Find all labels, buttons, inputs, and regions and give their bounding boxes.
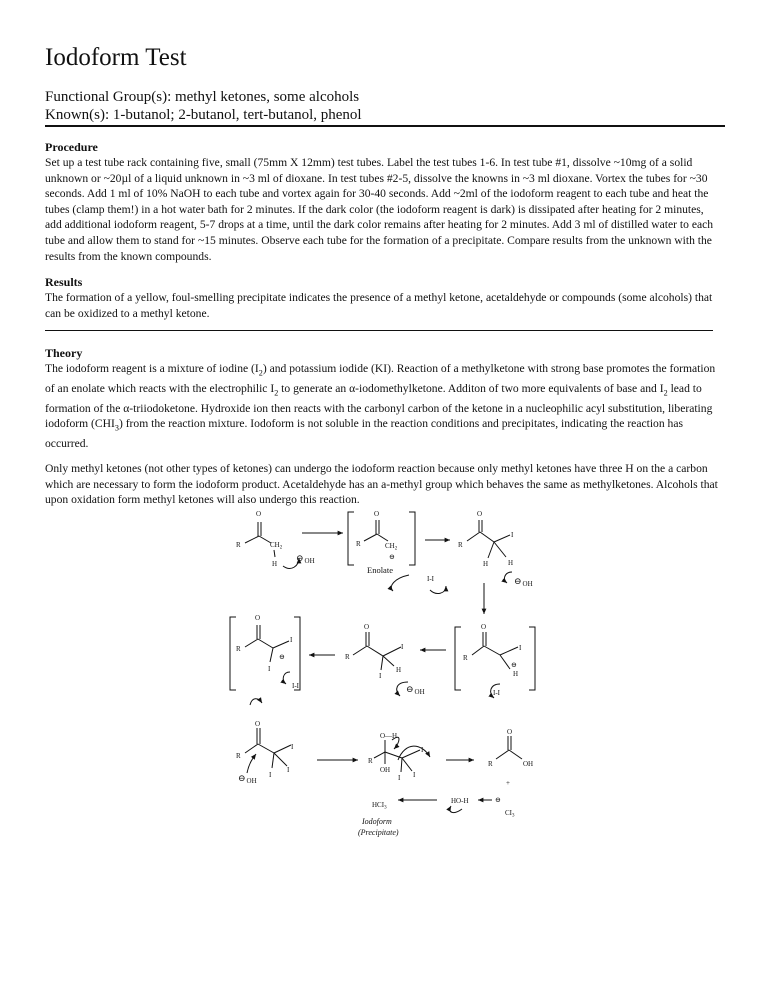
svg-text:O—H: O—H xyxy=(380,732,398,740)
svg-text:O: O xyxy=(481,623,487,631)
svg-text:I: I xyxy=(290,636,293,644)
procedure-heading: Procedure xyxy=(45,140,98,154)
svg-text:H: H xyxy=(513,670,519,678)
results-section xyxy=(45,275,723,321)
theory-heading: Theory xyxy=(45,346,83,360)
svg-text:HCI3: $HCI_3$ xyxy=(372,801,387,811)
svg-text:H: H xyxy=(483,560,489,568)
svg-text:O: O xyxy=(255,614,261,622)
svg-text:I: I xyxy=(519,644,522,652)
theory-paragraph-2: Only methyl ketones (not other types of ketones) can undergo the iodoform reaction because only methyl ketones have three H on the a carbon which are necessary to form the iodoform product. Acetaldehyde has an a-methyl group which behaves the same as methylketones. Alcohols that upon oxidation form methyl ketones will also undergo this reaction. xyxy=(45,461,718,507)
svg-text:I: I xyxy=(379,672,382,680)
svg-text:Iodoform: Iodoform xyxy=(362,817,392,826)
svg-text:HO-H: HO-H xyxy=(451,797,469,805)
page-title: Iodoform Test xyxy=(45,44,187,71)
svg-text:⊖: ⊖ xyxy=(389,553,395,561)
svg-text:OH: OH xyxy=(523,760,534,768)
svg-text:CI3: $CI_3$ xyxy=(505,809,515,819)
svg-text:I: I xyxy=(269,771,272,779)
theory-paragraph-1: The iodoform reagent is a mixture of iodine $(I_2)$ and potassium iodide (KI). Reaction of a methylketone with strong base promotes the formation of an enolate which reacts with the electrophilic $I_2$ to generate an α-iodomethylketone. Additon of two more equivalents of base and $I_2$ lead to formation of the α-triiodoketone. Hydroxide ion then reacts with the carbonyl carbon of the ketone in a nucleophilic acyl substitution, liberating iodoform $(CHI_3)$ from the reaction mixture. Iodoform is not soluble in the reaction conditions and precipitates, indicating the reaction has occurred. xyxy=(45,362,716,451)
header-meta xyxy=(45,88,362,124)
svg-text:I: I xyxy=(421,746,424,754)
svg-text:R: R xyxy=(356,540,361,548)
svg-text:R: R xyxy=(368,757,373,765)
svg-text:R: R xyxy=(236,752,241,760)
svg-text:⊖OH: ⊖OH xyxy=(238,773,257,785)
svg-text:⊖OH: ⊖OH xyxy=(296,553,315,565)
svg-text:R: R xyxy=(345,653,350,661)
svg-text:I: I xyxy=(398,774,401,782)
svg-text:O: O xyxy=(256,510,262,518)
svg-text:H: H xyxy=(508,559,514,567)
svg-text:CH2: $CH_2$ xyxy=(385,542,398,552)
svg-text:H: H xyxy=(272,560,278,568)
svg-text:⊖: ⊖ xyxy=(279,653,285,661)
svg-text:+: + xyxy=(506,779,510,787)
procedure-text: Set up a test tube rack containing five, small (75mm X 12mm) test tubes. Label the test tubes 1-6. In test tube #1, dissolve ~10mg of a solid unknown or ~20µl of a liquid unknown in ~3 ml of dioxane. In test tubes #2-5, dissolve the knowns in ~3 ml dioxane. Vortex the tubes for ~30 seconds. Add 1 ml of 10% NaOH to each tube and vortex again for 30-40 seconds. Add ~2ml of the iodoform reagent to each tube and heat the tubes (clamp them!) in a hot water bath for 2 minutes. If the dark color (the iodoform reagent is dark) is dissipated after heating for 2 minutes, add additional iodoform reagent, 5-7 drops at a time, until the dark color remains after heating for 2 minutes. Add 3 ml of distilled water to each tube and allow them to stand for ~15 minutes. Observe each tube for the formation of a precipitate. Compare results from the unknown with the results from the known compounds. xyxy=(45,156,714,263)
section-divider xyxy=(45,330,713,331)
svg-text:⊖OH: ⊖OH xyxy=(514,576,533,588)
results-text: The formation of a yellow, foul-smelling precipitate indicates the presence of a methyl ketone, acetaldehyde or compounds (some alcohols) that can be oxidized to a methyl ketone. xyxy=(45,291,713,320)
svg-text:I: I xyxy=(401,643,404,651)
svg-text:O: O xyxy=(374,510,380,518)
functional-group-line: Functional Group(s): methyl ketones, some alcohols xyxy=(45,89,360,105)
svg-text:R: R xyxy=(463,654,468,662)
svg-text:(Precipitate): (Precipitate) xyxy=(358,828,399,837)
svg-text:Enolate: Enolate xyxy=(367,565,393,575)
svg-text:⊖OH: ⊖OH xyxy=(406,684,425,696)
svg-text:⊖: ⊖ xyxy=(495,796,501,804)
svg-text:I: I xyxy=(511,531,514,539)
svg-text:OH: OH xyxy=(380,766,391,774)
svg-text:I-I: I-I xyxy=(493,689,500,697)
svg-text:R: R xyxy=(488,760,493,768)
svg-text:H: H xyxy=(396,666,402,674)
svg-text:O: O xyxy=(507,728,513,736)
svg-text:R: R xyxy=(236,541,241,549)
theory-section xyxy=(45,346,723,508)
svg-text:O: O xyxy=(477,510,483,518)
svg-text:I-I: I-I xyxy=(292,682,299,690)
svg-text:I: I xyxy=(287,766,290,774)
reaction-mechanism-diagram xyxy=(225,500,570,845)
header-divider xyxy=(45,125,725,127)
svg-text:CH2: $CH_2$ xyxy=(270,541,283,551)
procedure-section xyxy=(45,140,723,264)
svg-text:R: R xyxy=(236,645,241,653)
results-heading: Results xyxy=(45,275,83,289)
svg-text:I: I xyxy=(413,771,416,779)
svg-text:O: O xyxy=(255,720,261,728)
knowns-line: Known(s): 1-butanol; 2-butanol, tert-butanol, phenol xyxy=(45,107,362,123)
mechanism-labels xyxy=(236,510,533,837)
svg-text:O: O xyxy=(364,623,370,631)
svg-text:I-I: I-I xyxy=(427,575,434,583)
svg-text:I: I xyxy=(268,665,271,673)
svg-text:R: R xyxy=(458,541,463,549)
svg-text:I: I xyxy=(291,743,294,751)
svg-text:⊖: ⊖ xyxy=(511,661,517,669)
